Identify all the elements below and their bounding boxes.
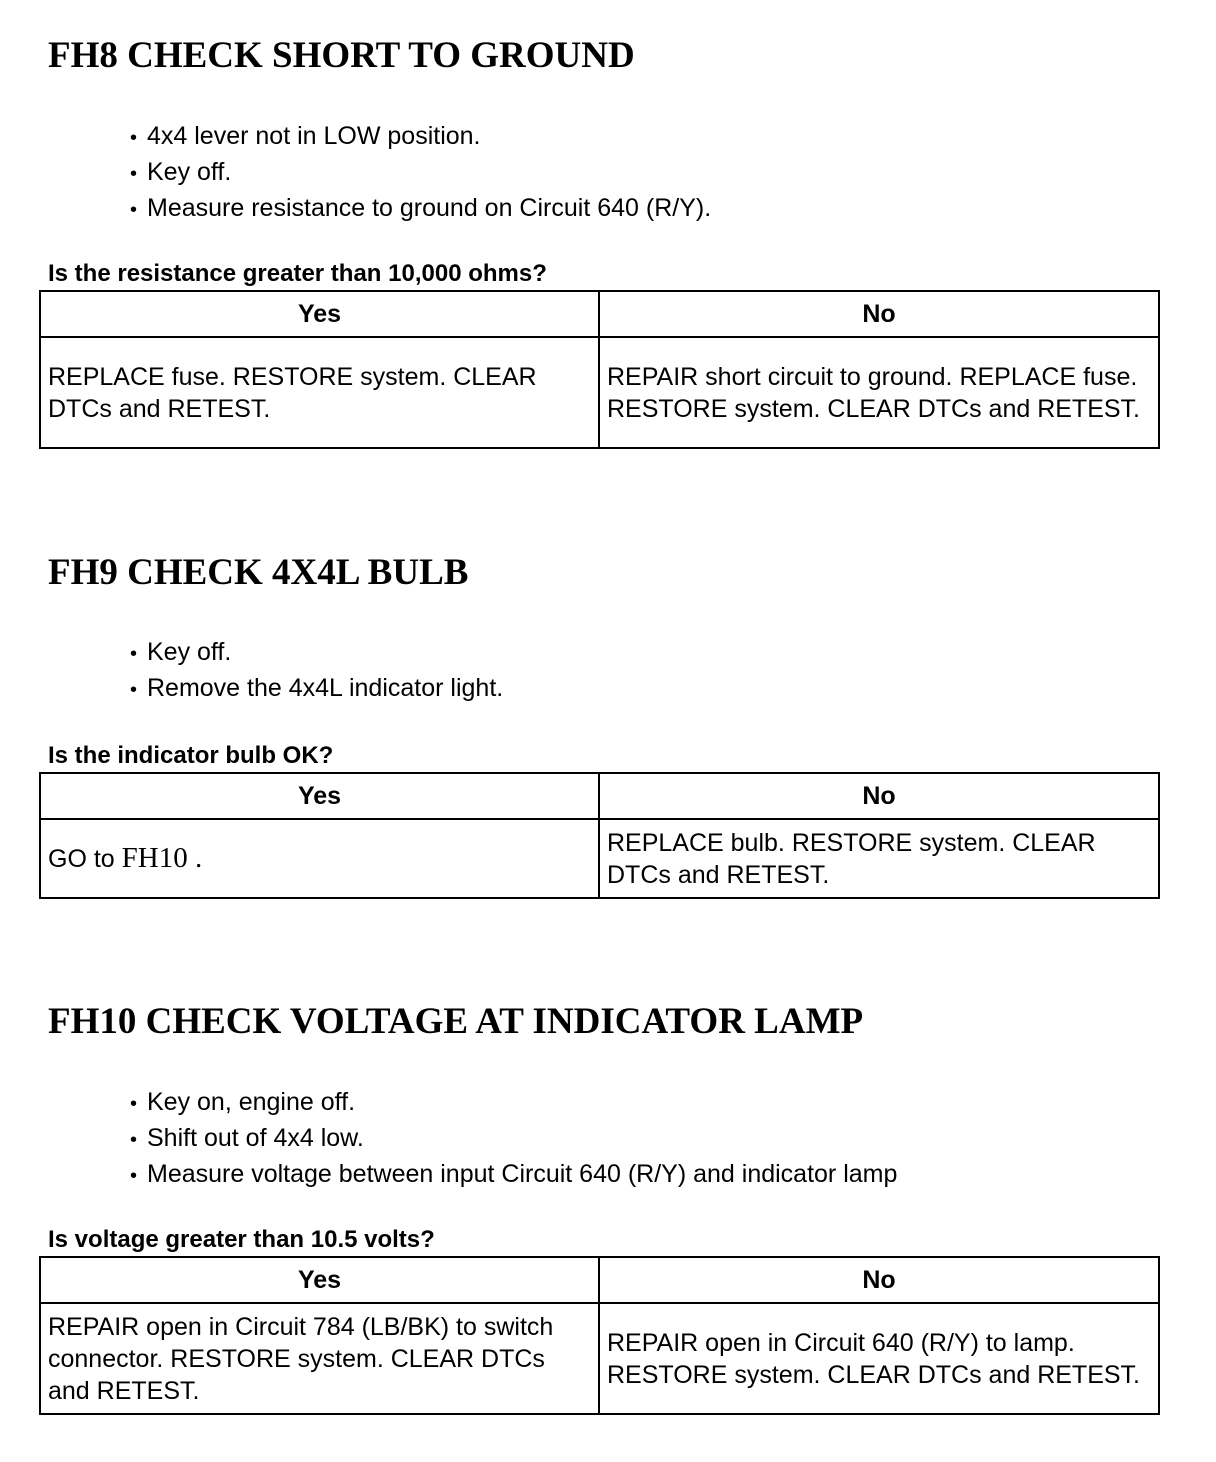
bullet-icon: • xyxy=(130,643,138,665)
section-title: FH9 CHECK 4X4L BULB xyxy=(48,552,469,593)
question-text: Is the indicator bulb OK? xyxy=(48,742,334,769)
step-item xyxy=(130,119,711,155)
bullet-icon: • xyxy=(130,679,138,701)
step-text: 4x4 lever not in LOW position. xyxy=(147,122,481,150)
table-header-row xyxy=(40,1257,1159,1303)
table-row xyxy=(40,819,1159,898)
answer-table xyxy=(39,290,1160,449)
step-list xyxy=(130,635,503,707)
answer-table xyxy=(39,1256,1160,1415)
no-action: REPAIR short circuit to ground. REPLACE fuse. RESTORE system. CLEAR DTCs and RETEST. xyxy=(599,337,1159,448)
yes-action: REPLACE fuse. RESTORE system. CLEAR DTCs and RETEST. xyxy=(40,337,599,448)
step-text: Measure resistance to ground on Circuit 640 (R/Y). xyxy=(147,194,712,222)
table-row xyxy=(40,337,1159,448)
step-text: Shift out of 4x4 low. xyxy=(147,1124,364,1152)
section-title: FH10 CHECK VOLTAGE AT INDICATOR LAMP xyxy=(48,1001,864,1042)
bullet-icon: • xyxy=(130,1093,138,1115)
no-action: REPAIR open in Circuit 640 (R/Y) to lamp. RESTORE system. CLEAR DTCs and RETEST. xyxy=(599,1303,1159,1414)
bullet-icon: • xyxy=(130,1129,138,1151)
step-list xyxy=(130,119,711,227)
yes-action xyxy=(40,819,599,898)
step-item xyxy=(130,155,711,191)
step-list xyxy=(130,1085,897,1193)
step-reference-link[interactable]: FH10 . xyxy=(121,842,203,874)
step-item xyxy=(130,635,503,671)
no-header: No xyxy=(599,773,1159,819)
yes-header: Yes xyxy=(40,773,599,819)
bullet-icon: • xyxy=(130,199,138,221)
step-item xyxy=(130,1121,897,1157)
yes-action-prefix: GO to xyxy=(48,845,115,873)
yes-header: Yes xyxy=(40,291,599,337)
step-item xyxy=(130,191,711,227)
question-text: Is the resistance greater than 10,000 ohms? xyxy=(48,260,547,287)
step-item xyxy=(130,1157,897,1193)
yes-action: REPAIR open in Circuit 784 (LB/BK) to switch connector. RESTORE system. CLEAR DTCs and RETEST. xyxy=(40,1303,599,1414)
step-text: Key off. xyxy=(147,638,232,666)
no-header: No xyxy=(599,291,1159,337)
yes-header: Yes xyxy=(40,1257,599,1303)
step-text: Measure voltage between input Circuit 640 (R/Y) and indicator lamp xyxy=(147,1160,898,1188)
step-item xyxy=(130,1085,897,1121)
bullet-icon: • xyxy=(130,127,138,149)
question-text: Is voltage greater than 10.5 volts? xyxy=(48,1226,435,1253)
step-text: Key off. xyxy=(147,158,232,186)
bullet-icon: • xyxy=(130,163,138,185)
section-title: FH8 CHECK SHORT TO GROUND xyxy=(48,35,635,76)
no-action: REPLACE bulb. RESTORE system. CLEAR DTCs and RETEST. xyxy=(599,819,1159,898)
step-text: Remove the 4x4L indicator light. xyxy=(147,674,504,702)
bullet-icon: • xyxy=(130,1165,138,1187)
no-header: No xyxy=(599,1257,1159,1303)
table-header-row xyxy=(40,773,1159,819)
table-header-row xyxy=(40,291,1159,337)
step-item xyxy=(130,671,503,707)
step-text: Key on, engine off. xyxy=(147,1088,356,1116)
table-row xyxy=(40,1303,1159,1414)
answer-table xyxy=(39,772,1160,899)
